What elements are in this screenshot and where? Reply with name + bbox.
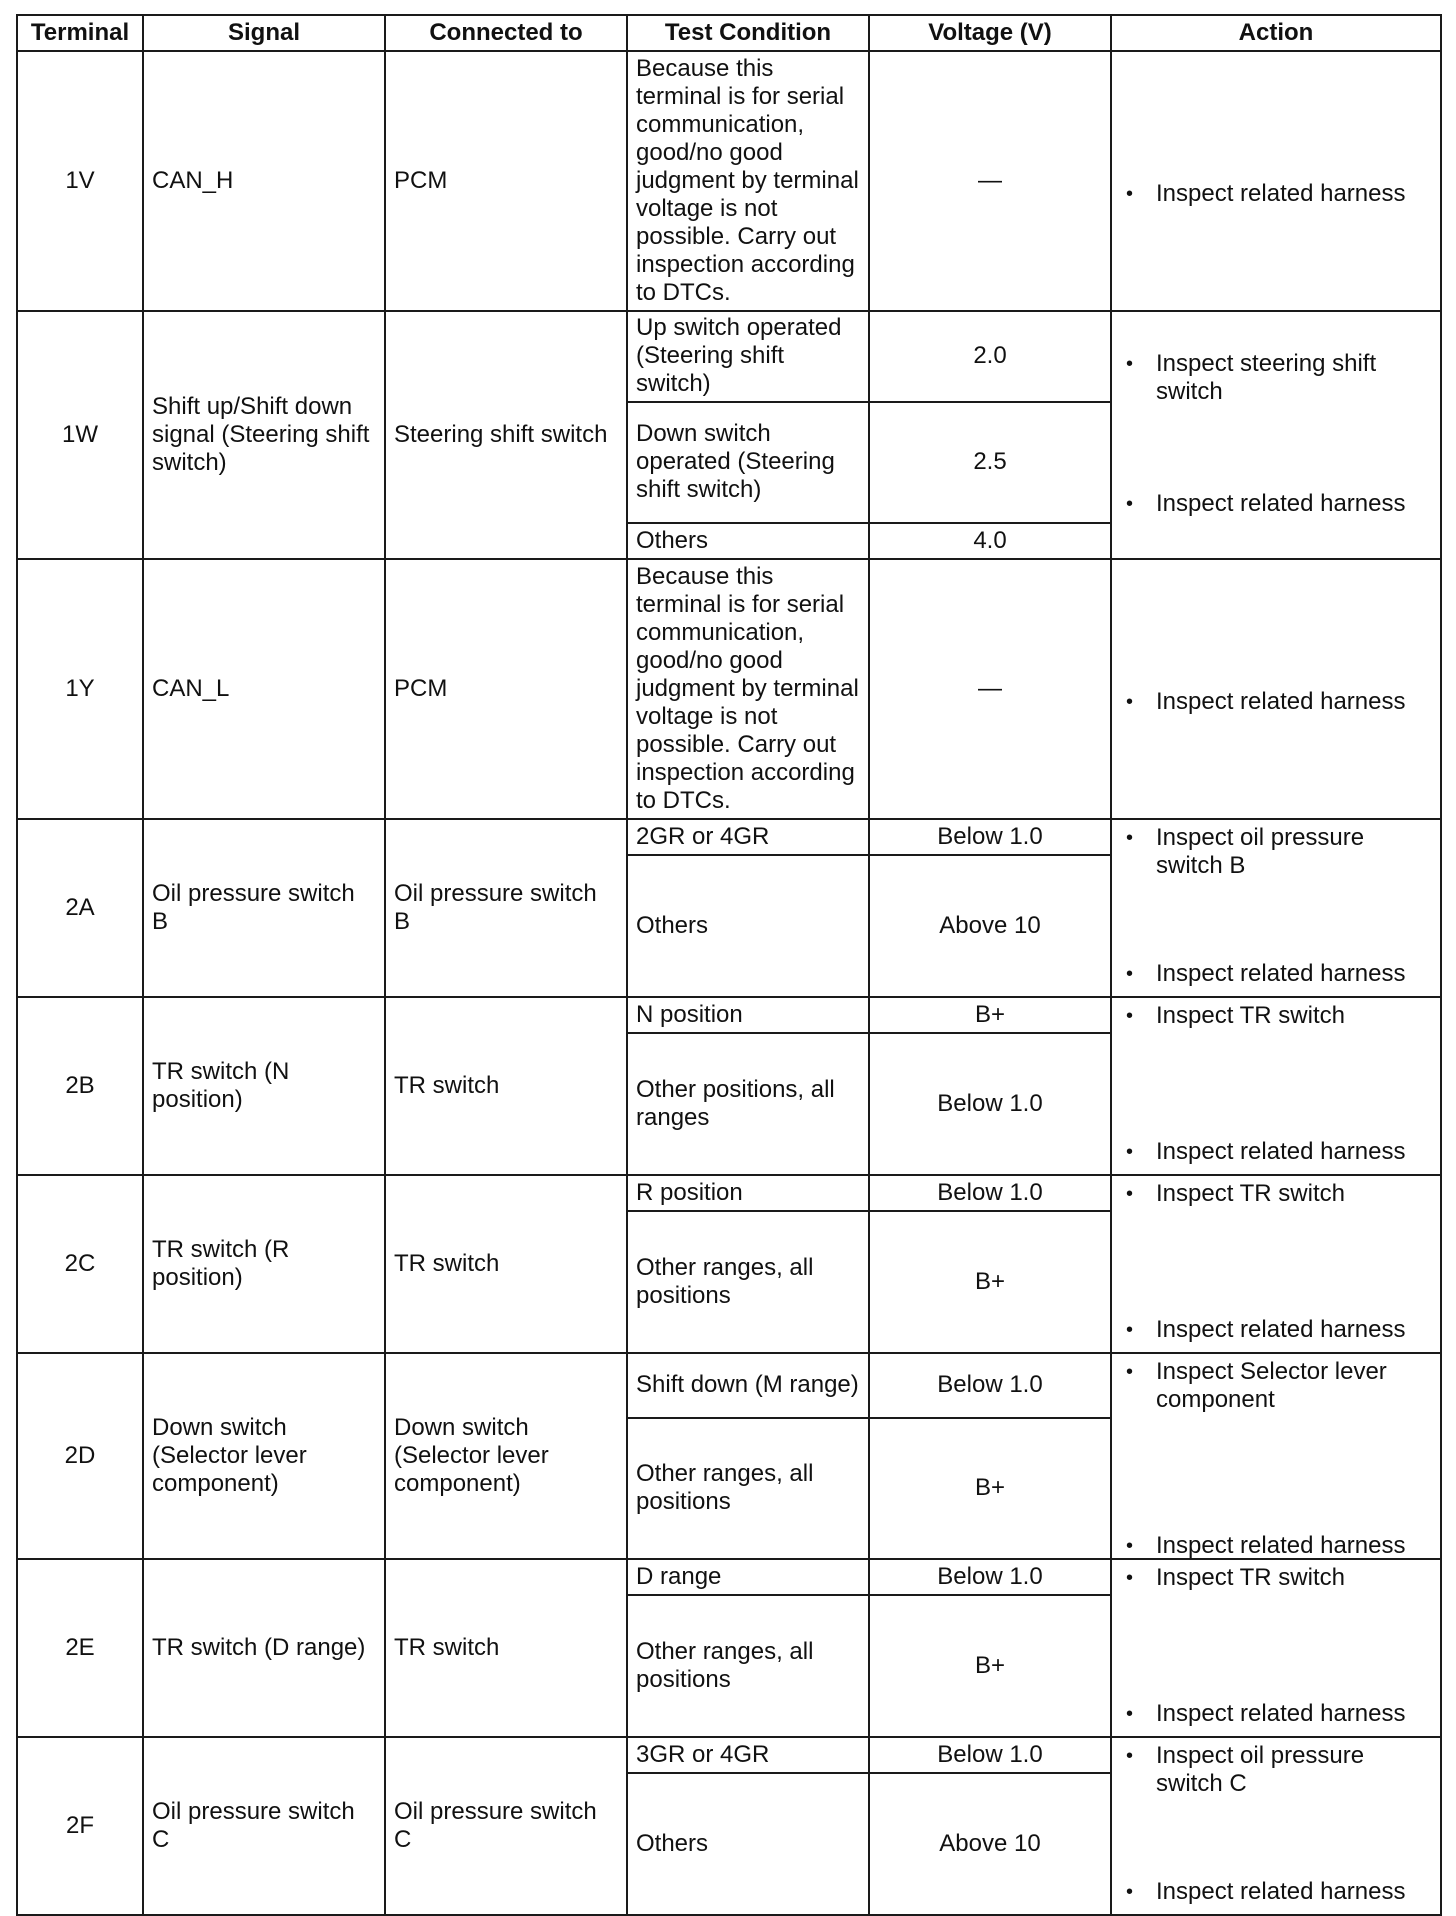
action-item	[1126, 350, 1434, 406]
action-cell	[1111, 51, 1441, 311]
action-text: Inspect related harness	[1156, 1532, 1406, 1559]
signal-cell: Oil pressure switch C	[143, 1737, 385, 1915]
table-row	[17, 51, 1441, 311]
action-item	[1126, 1878, 1434, 1906]
table-row	[17, 997, 1441, 1033]
test-condition-cell: Up switch operated (Steering shift switch)	[627, 311, 869, 402]
table-row	[17, 1353, 1441, 1418]
header-row	[17, 15, 1441, 51]
action-item	[1126, 1700, 1434, 1728]
action-text: Inspect related harness	[1156, 1700, 1406, 1727]
test-condition-cell: Down switch operated (Steering shift switch)	[627, 402, 869, 523]
action-cell	[1111, 1737, 1441, 1915]
connected-to-cell: PCM	[385, 51, 627, 311]
bullet-icon: •	[1126, 1567, 1134, 1589]
action-item	[1126, 180, 1434, 208]
action-cell	[1111, 819, 1441, 997]
bullet-icon: •	[1126, 183, 1134, 205]
header-voltage: Voltage (V)	[869, 15, 1111, 51]
action-item	[1126, 490, 1434, 518]
action-cell	[1111, 559, 1441, 819]
test-condition-cell: Others	[627, 1773, 869, 1915]
bullet-icon: •	[1126, 1745, 1134, 1767]
terminal-cell: 2E	[17, 1559, 143, 1737]
voltage-cell: Above 10	[869, 1773, 1111, 1915]
connected-to-cell: Oil pressure switch C	[385, 1737, 627, 1915]
connected-to-cell: TR switch	[385, 1559, 627, 1737]
connected-to-cell: PCM	[385, 559, 627, 819]
voltage-cell: 2.5	[869, 402, 1111, 523]
test-condition-cell: Other ranges, all positions	[627, 1418, 869, 1559]
voltage-cell: B+	[869, 1418, 1111, 1559]
action-item	[1126, 688, 1434, 716]
action-text: Inspect related harness	[1156, 180, 1406, 207]
voltage-cell: Below 1.0	[869, 1737, 1111, 1773]
test-condition-cell: Because this terminal is for serial communication, good/no good judgment by terminal voltage is not possible. Carry out inspection according to DTCs.	[627, 51, 869, 311]
signal-cell: Oil pressure switch B	[143, 819, 385, 997]
terminal-voltage-table	[16, 14, 1442, 1916]
header-terminal: Terminal	[17, 15, 143, 51]
test-condition-cell: Other ranges, all positions	[627, 1211, 869, 1353]
action-item	[1126, 960, 1434, 988]
test-condition-cell: Other ranges, all positions	[627, 1595, 869, 1737]
signal-cell: TR switch (R position)	[143, 1175, 385, 1353]
voltage-cell: 4.0	[869, 523, 1111, 559]
action-text: Inspect related harness	[1156, 960, 1406, 987]
terminal-cell: 2C	[17, 1175, 143, 1353]
bullet-icon: •	[1126, 691, 1134, 713]
terminal-cell: 2A	[17, 819, 143, 997]
signal-cell: Shift up/Shift down signal (Steering shift switch)	[143, 311, 385, 559]
connected-to-cell: Steering shift switch	[385, 311, 627, 559]
test-condition-cell: D range	[627, 1559, 869, 1595]
bullet-icon: •	[1126, 1535, 1134, 1557]
test-condition-cell: N position	[627, 997, 869, 1033]
action-text: Inspect TR switch	[1156, 1002, 1345, 1029]
header-action: Action	[1111, 15, 1441, 51]
table-row	[17, 311, 1441, 402]
voltage-cell: B+	[869, 1211, 1111, 1353]
action-item	[1126, 1742, 1434, 1798]
signal-cell: Down switch (Selector lever component)	[143, 1353, 385, 1559]
action-cell	[1111, 311, 1441, 559]
action-item	[1126, 1564, 1434, 1592]
action-cell	[1111, 997, 1441, 1175]
voltage-cell: B+	[869, 997, 1111, 1033]
connected-to-cell: TR switch	[385, 997, 627, 1175]
voltage-cell: —	[869, 559, 1111, 819]
connected-to-cell: TR switch	[385, 1175, 627, 1353]
action-text: Inspect related harness	[1156, 1878, 1406, 1905]
terminal-cell: 2F	[17, 1737, 143, 1915]
test-condition-cell: R position	[627, 1175, 869, 1211]
bullet-icon: •	[1126, 1703, 1134, 1725]
voltage-cell: Below 1.0	[869, 1175, 1111, 1211]
voltage-cell: —	[869, 51, 1111, 311]
action-item	[1126, 1358, 1434, 1414]
bullet-icon: •	[1126, 1183, 1134, 1205]
connected-to-cell: Oil pressure switch B	[385, 819, 627, 997]
action-item	[1126, 1316, 1434, 1344]
table-row	[17, 1175, 1441, 1211]
table-row	[17, 1559, 1441, 1595]
action-cell	[1111, 1175, 1441, 1353]
voltage-cell: 2.0	[869, 311, 1111, 402]
bullet-icon: •	[1126, 1361, 1134, 1383]
test-condition-cell: Others	[627, 523, 869, 559]
header-connected-to: Connected to	[385, 15, 627, 51]
table-row	[17, 819, 1441, 855]
action-text: Inspect related harness	[1156, 490, 1406, 517]
voltage-cell: Below 1.0	[869, 1353, 1111, 1418]
test-condition-cell: 2GR or 4GR	[627, 819, 869, 855]
action-cell	[1111, 1559, 1441, 1737]
bullet-icon: •	[1126, 827, 1134, 849]
voltage-cell: Below 1.0	[869, 819, 1111, 855]
voltage-cell: Above 10	[869, 855, 1111, 997]
action-text: Inspect Selector lever component	[1156, 1358, 1387, 1413]
action-text: Inspect related harness	[1156, 1138, 1406, 1165]
test-condition-cell: Other positions, all ranges	[627, 1033, 869, 1175]
signal-cell: TR switch (N position)	[143, 997, 385, 1175]
action-text: Inspect related harness	[1156, 688, 1406, 715]
bullet-icon: •	[1126, 1881, 1134, 1903]
voltage-cell: Below 1.0	[869, 1559, 1111, 1595]
terminal-cell: 1Y	[17, 559, 143, 819]
action-text: Inspect TR switch	[1156, 1564, 1345, 1591]
signal-cell: CAN_L	[143, 559, 385, 819]
voltage-cell: Below 1.0	[869, 1033, 1111, 1175]
test-condition-cell: Others	[627, 855, 869, 997]
action-item	[1126, 1002, 1434, 1030]
test-condition-cell: Because this terminal is for serial communication, good/no good judgment by terminal voltage is not possible. Carry out inspection according to DTCs.	[627, 559, 869, 819]
connected-to-cell: Down switch (Selector lever component)	[385, 1353, 627, 1559]
action-text: Inspect steering shift switch	[1156, 350, 1377, 405]
bullet-icon: •	[1126, 1319, 1134, 1341]
action-text: Inspect oil pressure switch B	[1156, 824, 1365, 879]
action-item	[1126, 1532, 1434, 1560]
bullet-icon: •	[1126, 963, 1134, 985]
terminal-cell: 1W	[17, 311, 143, 559]
action-cell	[1111, 1353, 1441, 1559]
table-row	[17, 559, 1441, 819]
header-test-condition: Test Condition	[627, 15, 869, 51]
action-item	[1126, 1180, 1434, 1208]
test-condition-cell: Shift down (M range)	[627, 1353, 869, 1418]
action-item	[1126, 1138, 1434, 1166]
bullet-icon: •	[1126, 493, 1134, 515]
terminal-cell: 1V	[17, 51, 143, 311]
terminal-cell: 2D	[17, 1353, 143, 1559]
bullet-icon: •	[1126, 1141, 1134, 1163]
test-condition-cell: 3GR or 4GR	[627, 1737, 869, 1773]
action-text: Inspect related harness	[1156, 1316, 1406, 1343]
action-text: Inspect oil pressure switch C	[1156, 1742, 1365, 1797]
signal-cell: CAN_H	[143, 51, 385, 311]
voltage-cell: B+	[869, 1595, 1111, 1737]
header-signal: Signal	[143, 15, 385, 51]
table-row	[17, 1737, 1441, 1773]
action-text: Inspect TR switch	[1156, 1180, 1345, 1207]
bullet-icon: •	[1126, 353, 1134, 375]
signal-cell: TR switch (D range)	[143, 1559, 385, 1737]
bullet-icon: •	[1126, 1005, 1134, 1027]
action-item	[1126, 824, 1434, 880]
terminal-cell: 2B	[17, 997, 143, 1175]
